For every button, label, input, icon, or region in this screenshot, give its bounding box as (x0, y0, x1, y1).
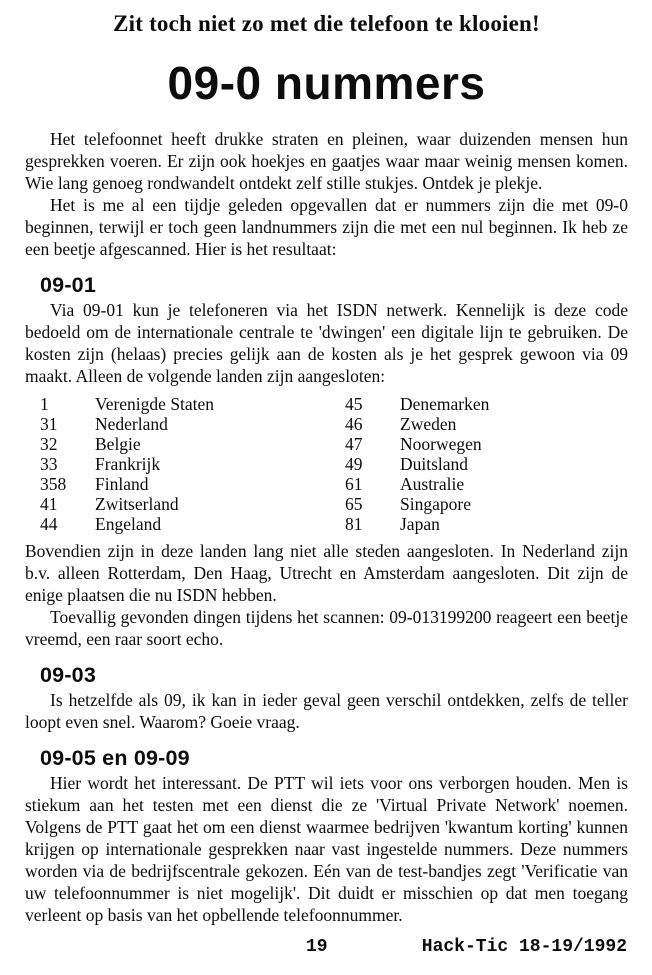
page-kicker: Zit toch niet zo met die telefoon te klooien! (113, 11, 540, 36)
intro-paragraph-1: Het telefoonnet heeft drukke straten en pleinen, waar duizenden mensen hun gesprekken voeren. Er zijn ook hoekjes en gaatjes waar maar weinig mensen komen. Wie lang genoeg rondwandelt ontdekt zelf stille stukjes. Ontdek je plekje. (25, 129, 628, 193)
country-name: Nederland (95, 414, 168, 434)
country-code: 32 (40, 434, 58, 454)
country-code: 49 (345, 454, 363, 474)
section-heading-09-01: 09-01 (40, 273, 96, 297)
country-code: 1 (40, 394, 49, 414)
page-number: 19 (306, 937, 328, 957)
intro-paragraph-2: Het is me al een tijdje geleden opgevallen dat er nummers zijn die met 09-0 beginnen, terwijl er toch geen landnummers zijn die met een nul beginnen. Ik heb ze een beetje afgescanned. Hier is het resultaat: (25, 195, 628, 259)
country-name: Singapore (400, 494, 471, 514)
page-footer (0, 937, 652, 959)
section-09-05-paragraph: Hier wordt het interessant. De PTT wil iets voor ons verborgen houden. Men is stiekum aan het testen met een dienst die ze 'Virtual Private Network' noemen. Volgens de PTT gaat het om een dienst waarmee bedrijven 'kwantum korting' kunnen krijgen op internationale gesprekken naar vast ingestelde nummers. Deze nummers worden via de bedrijfscentrale gekozen. Eén van de test-bandjes zegt 'Verificatie van uw telefoonnummer is niet mogelijk'. Dit duidt er misschien op dat men toegang verleent op basis van het opbellende telefoonnummer. (25, 773, 628, 925)
section-heading-09-03: 09-03 (40, 663, 96, 687)
country-code: 65 (345, 494, 363, 514)
after-table-paragraph-2: Toevallig gevonden dingen tijdens het scannen: 09-013199200 reageert een beetje vreemd, een raar soort echo. (25, 607, 628, 649)
country-code-table (40, 394, 628, 534)
country-name: Belgie (95, 434, 141, 454)
country-code: 44 (40, 514, 58, 534)
intro-block (25, 128, 628, 260)
country-code: 41 (40, 494, 58, 514)
country-name: Engeland (95, 514, 162, 534)
country-code: 31 (40, 414, 58, 434)
country-code: 46 (345, 414, 363, 434)
section-09-01-paragraph: Via 09-01 kun je telefoneren via het ISDN netwerk. Kennelijk is deze code bedoeld om de internationale centrale te 'dwingen' een digitale lijn te gebruiken. De kosten zijn (helaas) precies gelijk aan de kosten als je het gesprek gewoon via 09 maakt. Alleen de volgende landen zijn aangesloten: (25, 300, 628, 386)
section-09-03-paragraph: Is hetzelfde als 09, ik kan in ieder geval geen verschil ontdekken, zelfs de teller loopt even snel. Waarom? Goeie vraag. (25, 690, 628, 732)
country-name: Noorwegen (400, 434, 482, 454)
magazine-credit: Hack-Tic 18-19/1992 (421, 937, 627, 957)
section-heading-09-05-en-09-09: 09-05 en 09-09 (40, 746, 190, 770)
country-name: Duitsland (400, 454, 469, 474)
country-code: 33 (40, 454, 58, 474)
country-code: 358 (40, 474, 67, 494)
after-table-block (25, 540, 628, 650)
country-name: Frankrijk (95, 454, 161, 474)
country-name: Zweden (400, 414, 457, 434)
country-code: 45 (345, 394, 363, 414)
country-name: Zwitserland (95, 494, 179, 514)
country-name: Verenigde Staten (95, 394, 215, 414)
country-name: Finland (95, 474, 149, 494)
country-name: Australie (400, 474, 465, 494)
country-name: Japan (400, 514, 440, 534)
page-title: 09-0 nummers (167, 57, 486, 109)
country-code: 61 (345, 474, 363, 494)
country-name: Denemarken (400, 394, 490, 414)
after-table-paragraph-1: Bovendien zijn in deze landen lang niet alle steden aangesloten. In Nederland zijn b.v. alleen Rotterdam, Den Haag, Utrecht en Amsterdam aangesloten. Dit zijn de enige plaatsen die nu ISDN hebben. (25, 541, 628, 605)
country-code: 81 (345, 514, 363, 534)
country-code: 47 (345, 434, 363, 454)
